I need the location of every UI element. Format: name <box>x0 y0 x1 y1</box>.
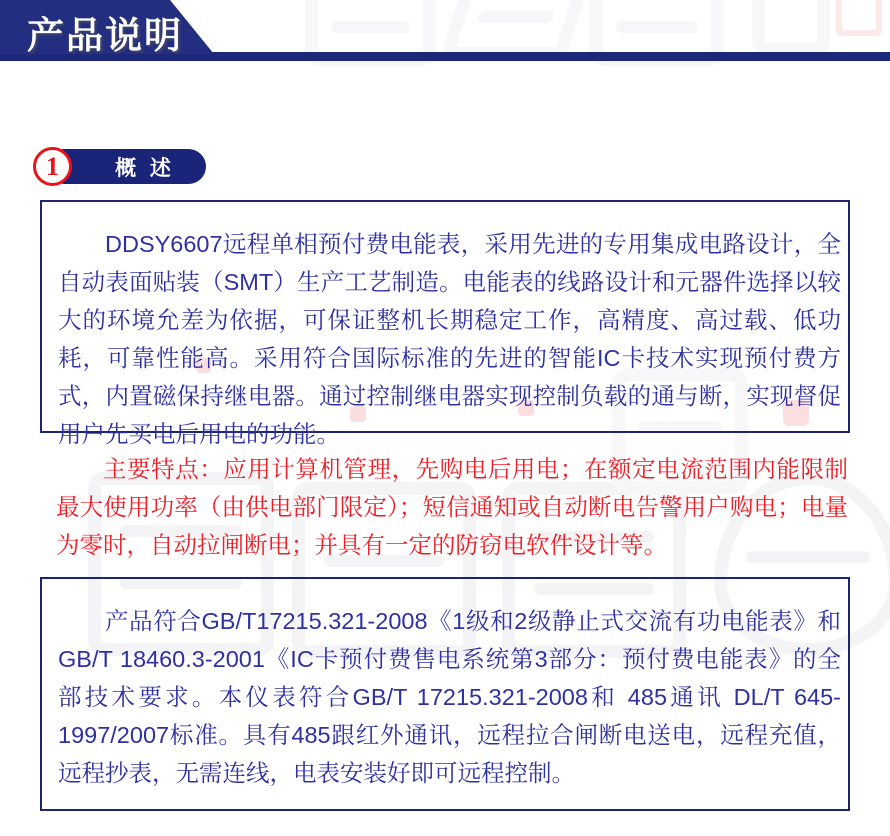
features-paragraph: 主要特点：应用计算机管理，先购电后用电；在额定电流范围内能限制最大使用功率（由供电部门限定）；短信通知或自动断电告警用户购电；电量为零时，自动拉闸断电；并具有一定的防窃电软件设计等。 <box>56 456 848 558</box>
standards-text: 产品符合GB/T17215.321-2008《1级和2级静止式交流有功电能表》和GB/T 18460.3-2001《IC卡预付费售电系统第3部分：预付费电能表》的全部技术要求。本仪表符合GB/T 17215.321-2008和 485通讯 DL/T 645-1997/2007标准。具有485跟红外通讯，远程拉合闸断电送电，远程充值，远程抄表，无需连线，电表安装好即可远程控制。 <box>58 608 841 786</box>
watermark-glyph <box>439 0 592 60</box>
section-number: 1 <box>46 151 59 181</box>
overview-box <box>40 200 850 447</box>
watermark-red-square <box>836 0 882 36</box>
section-title: 概 述 <box>115 156 175 180</box>
page-title: 产品说明 <box>27 16 183 57</box>
section-number-badge <box>33 147 72 186</box>
overview-text: DDSY6607远程单相预付费电能表，采用先进的专用集成电路设计，全自动表面贴装（SMT）生产工艺制造。电能表的线路设计和元器件选择以较大的环境允差为依据，可保证整机长期稳定工作，高精度、高过载、低功耗，可靠性能高。采用符合国际标准的先进的智能IC卡技术实现预付费方式，内置磁保持继电器。通过控制继电器实现控制负载的通与断，实现督促用户先买电后用电的功能。 <box>58 231 841 447</box>
standards-box <box>40 577 850 811</box>
section-title-ribbon <box>58 149 206 184</box>
watermark-glyph <box>752 0 830 56</box>
